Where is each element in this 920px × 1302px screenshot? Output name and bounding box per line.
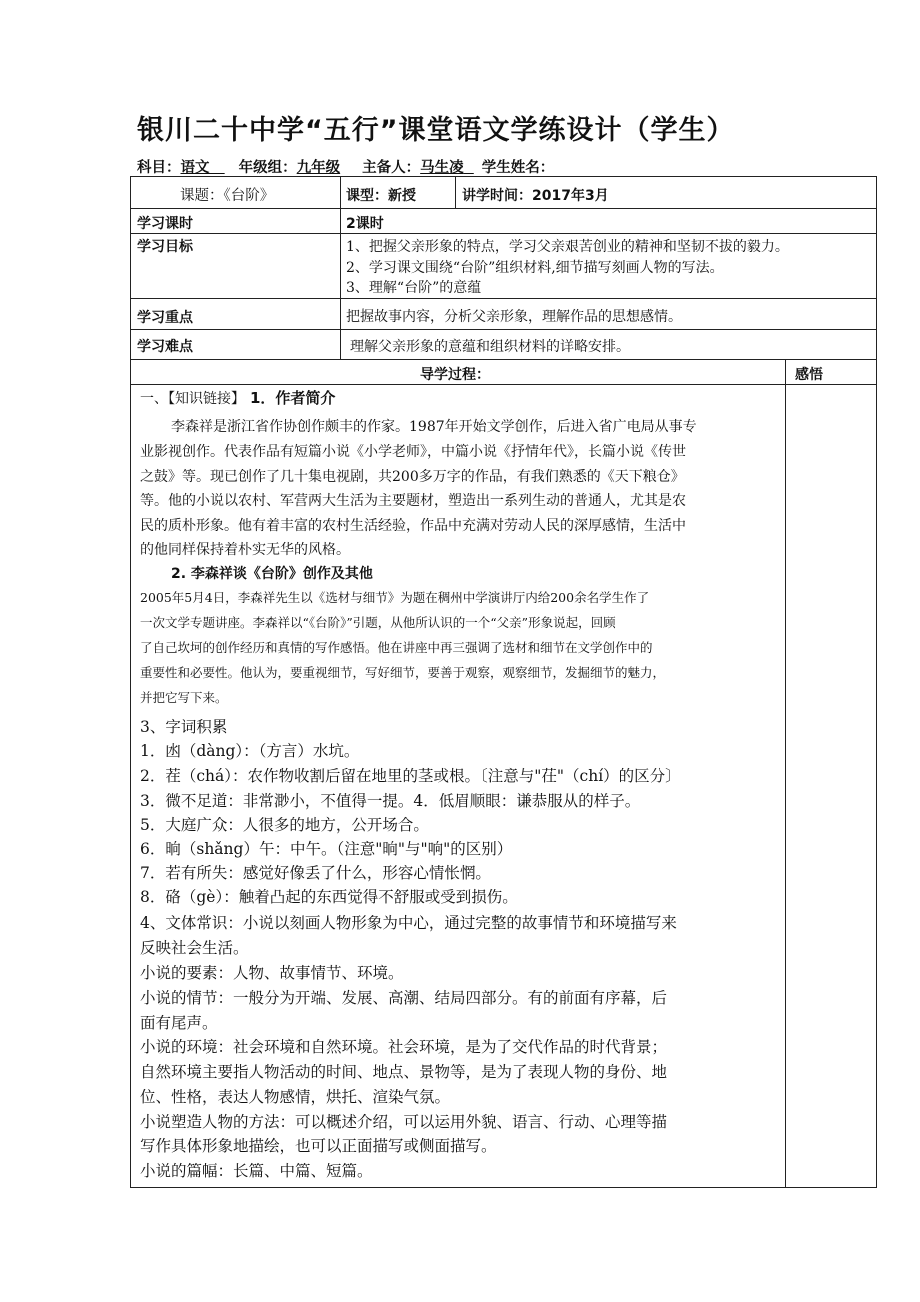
preparer-value: 马生凌	[420, 160, 464, 176]
text-line: 2005年5月4日，李森祥先生以《选材与细节》为题在稠州中学演讲厅内给200余名学生作了	[140, 590, 650, 605]
grade-value: 九年级	[296, 160, 341, 176]
grade-label: 年级组：	[238, 160, 297, 176]
page-title: 银川二十中学“五行”课堂语文学练设计（学生）	[137, 115, 735, 146]
row-divider	[130, 384, 877, 385]
genre-line: 自然环境主要指人物活动的时间、地点、景物等，是为了表现人物的身份、地	[140, 1063, 668, 1081]
vocab-line: 3．微不足道：非常渺小，不值得一提。4．低眉顺眼：谦恭服从的样子。	[140, 792, 641, 810]
genre-line: 小说的环境：社会环境和自然环境。社会环境，是为了交代作品的时代背景；	[140, 1038, 668, 1056]
vocab-line: 6．晌（shǎng）午：中午。（注意"晌"与"响"的区别）	[140, 840, 513, 858]
col-divider	[785, 359, 786, 1188]
text-line: 一次文学专题讲座。李森祥以“《台阶》”引题，从他所认识的一个“父亲”形象说起，回顾	[140, 615, 616, 630]
meta-line	[137, 156, 622, 177]
goal-item: 1、把握父亲形象的特点，学习父亲艰苦创业的精神和坚韧不拔的毅力。	[346, 239, 789, 255]
vocab-line: 5．大庭广众：人很多的地方，公开场合。	[140, 816, 429, 834]
difficulty-value: 理解父亲形象的意蕴和组织材料的详略安排。	[350, 339, 630, 355]
student-name-label: 学生姓名：	[481, 160, 555, 176]
genre-line: 面有尾声。	[140, 1014, 218, 1032]
focus-label: 学习重点	[137, 310, 193, 326]
text-line: 民的质朴形象。他有着丰富的农村生活经验，作品中充满对劳动人民的深厚感情，生活中	[140, 518, 686, 534]
subject-value: 语文	[180, 160, 210, 176]
row-divider	[130, 329, 877, 330]
genre-line: 反映社会生活。	[140, 939, 249, 957]
section-knowledge-link	[140, 387, 335, 408]
row-divider	[130, 298, 877, 299]
vocab-line: 2．茬（chá）：农作物收割后留在地里的茎或根。〔注意与"茌"（chí）的区分〕	[140, 767, 681, 785]
genre-line: 4、文体常识：小说以刻画人物形象为中心，通过完整的故事情节和环境描写来	[140, 914, 677, 932]
hours-label: 学习课时	[137, 216, 193, 232]
text-line: 之鼓》等。现已创作了几十集电视剧，共200多万字的作品，有我们熟悉的《天下粮仓》	[140, 469, 685, 485]
reflection-header: 感悟	[795, 367, 823, 383]
row-divider	[130, 359, 877, 360]
text-line: 等。他的小说以农村、军营两大生活为主要题材，塑造出一系列生动的普通人，尤其是农	[140, 493, 686, 509]
section-talk-title: 2. 李森祥谈《台阶》创作及其他	[171, 566, 373, 582]
col-divider	[455, 176, 456, 208]
text-line: 并把它写下来。	[140, 690, 228, 705]
genre-line: 小说的情节：一般分为开端、发展、高潮、结局四部分。有的前面有序幕，后	[140, 989, 668, 1007]
vocab-line: 7．若有所失：感觉好像丢了什么，形容心情怅惘。	[140, 864, 491, 882]
row-divider	[130, 208, 877, 209]
genre-line: 写作具体形象地描绘，也可以正面描写或侧面描写。	[140, 1137, 497, 1155]
genre-line: 小说的要素：人物、故事情节、环境。	[140, 964, 404, 982]
author-intro-title: 1．作者简介	[249, 389, 336, 407]
goal-item: 2、学习课文围绕“台阶”组织材料,细节描写刻画人物的写法。	[346, 260, 724, 276]
lesson-topic: 课题：《台阶》	[180, 188, 275, 204]
col-divider	[340, 176, 341, 359]
vocab-line: 3、字词积累	[140, 718, 228, 736]
text-line: 业影视创作。代表作品有短篇小说《小学老师》，中篇小说《抒情年代》，长篇小说《传世	[140, 444, 686, 460]
text-line: 了自己坎坷的创作经历和真情的写作感悟。他在讲座中再三强调了选材和细节在文学创作中的	[140, 640, 653, 655]
text-line: 李森祥是浙江省作协创作颇丰的作家。1987年开始文学创作，后进入省广电局从事专	[171, 419, 697, 435]
hours-value: 2课时	[346, 216, 384, 232]
difficulty-label: 学习难点	[137, 339, 193, 355]
genre-line: 小说的篇幅：长篇、中篇、短篇。	[140, 1162, 373, 1180]
row-divider	[130, 233, 877, 234]
text-line: 重要性和必要性。他认为，要重视细节，写好细节，要善于观察，观察细节，发掘细节的魅力，	[140, 665, 666, 680]
goals-label: 学习目标	[137, 239, 193, 255]
lesson-type: 课型：新授	[346, 188, 416, 204]
knowledge-link-prefix: 一、【知识链接】	[140, 391, 245, 407]
genre-line: 小说塑造人物的方法：可以概述介绍，可以运用外貌、语言、行动、心理等描	[140, 1113, 668, 1131]
goal-item: 3、理解“台阶”的意蕴	[346, 280, 482, 296]
subject-label: 科目：	[137, 160, 181, 176]
vocab-line: 8．硌（gè）：触着凸起的东西觉得不舒服或受到损伤。	[140, 888, 518, 906]
lesson-time: 讲学时间：2017年3月	[462, 188, 609, 204]
student-name-blank[interactable]	[558, 162, 622, 177]
focus-value: 把握故事内容，分析父亲形象，理解作品的思想感情。	[346, 309, 682, 325]
vocab-line: 1．凼（dàng）：（方言）水坑。	[140, 742, 360, 760]
preparer-label: 主备人：	[362, 160, 421, 176]
process-header: 导学过程：	[420, 367, 490, 383]
genre-line: 位、性格，表达人物感情，烘托、渲染气氛。	[140, 1088, 451, 1106]
text-line: 的他同样保持着朴实无华的风格。	[140, 542, 350, 558]
